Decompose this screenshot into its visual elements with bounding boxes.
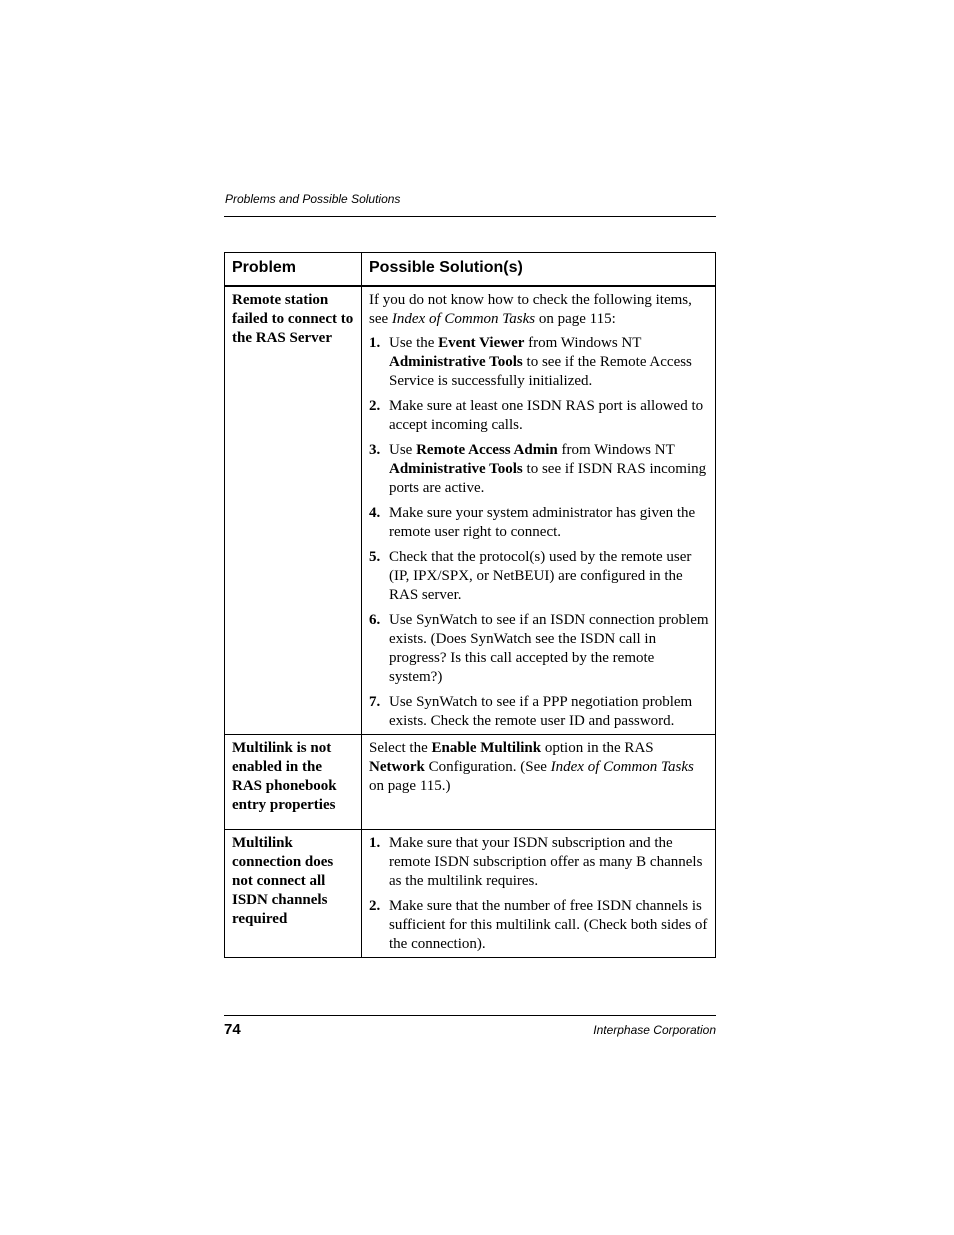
step-number: 5. [369, 549, 381, 565]
problem-cell: Multilink connection does not connect all ISDN channels required [225, 830, 362, 958]
step-number: 4. [369, 505, 381, 521]
footer-company: Interphase Corporation [593, 1023, 716, 1037]
bold-term: Enable Multilink [431, 740, 542, 756]
step-text: Make sure at least one ISDN RAS port is allowed to accept incoming calls. [389, 398, 704, 433]
step-number: 6. [369, 612, 381, 628]
solution-text [369, 739, 709, 796]
bold-term: Event Viewer [438, 335, 525, 351]
table-header-row [225, 253, 716, 287]
footer-rule [224, 1015, 716, 1016]
bold-term: Remote Access Admin [416, 442, 558, 458]
page-number: 74 [224, 1021, 241, 1038]
step-text: Make sure that your ISDN subscription and the remote ISDN subscription offer as many B channels as the multilink requires. [389, 835, 703, 889]
column-header-solutions: Possible Solution(s) [362, 253, 716, 287]
text-run: from Windows NT [557, 442, 675, 458]
text-run: from Windows NT [524, 335, 642, 351]
step-number: 2. [369, 398, 381, 414]
bold-term: Network [369, 759, 425, 775]
bold-term: Administrative Tools [389, 461, 523, 477]
step-text: Make sure that the number of free ISDN channels is sufficient for this multilink call. (Check both sides of the connection). [389, 898, 708, 952]
solution-steps [369, 834, 709, 954]
step-number: 7. [369, 694, 381, 710]
solution-cell [362, 830, 716, 958]
list-item [369, 334, 709, 391]
table-row [225, 286, 716, 735]
list-item [369, 504, 709, 542]
text-run: Use the [389, 335, 439, 351]
bold-term: Administrative Tools [389, 354, 523, 370]
list-item [369, 897, 709, 954]
text-run: on page 115.) [369, 778, 451, 794]
list-item [369, 834, 709, 891]
problem-cell: Multilink is not enabled in the RAS phonebook entry properties [225, 735, 362, 830]
problems-solutions-table [224, 252, 716, 958]
solution-steps [369, 334, 709, 731]
table-row [225, 735, 716, 830]
column-header-problem: Problem [225, 253, 362, 287]
list-item [369, 693, 709, 731]
text-run: to see if ISDN RAS incoming ports are active. [389, 461, 707, 496]
problem-cell: Remote station failed to connect to the RAS Server [225, 286, 362, 735]
step-text: Make sure your system administrator has given the remote user right to connect. [389, 505, 696, 540]
cross-reference: Index of Common Tasks [391, 311, 536, 327]
solution-cell [362, 286, 716, 735]
header-rule [224, 216, 716, 217]
list-item [369, 611, 709, 687]
list-item [369, 548, 709, 605]
text-run: Use [389, 442, 417, 458]
text-run: on page 115: [535, 311, 616, 327]
text-run: to see if the Remote Access Service is successfully initialized. [389, 354, 692, 389]
solution-cell [362, 735, 716, 830]
text-run: Configuration. (See [424, 759, 551, 775]
step-text: Use SynWatch to see if a PPP negotiation problem exists. Check the remote user ID and password. [389, 694, 693, 729]
step-text: Check that the protocol(s) used by the remote user (IP, IPX/SPX, or NetBEUI) are configured in the RAS server. [389, 549, 692, 603]
step-number: 3. [369, 442, 381, 458]
list-item [369, 441, 709, 498]
text-run: If you do not know how to check the following items, see [369, 292, 692, 327]
text-run: Select the [369, 740, 432, 756]
text-run: option in the RAS [541, 740, 654, 756]
running-head-title: Problems and Possible Solutions [225, 192, 401, 206]
step-text: Use SynWatch to see if an ISDN connection problem exists. (Does SynWatch see the ISDN call in progress? Is this call accepted by the remote system?) [389, 612, 709, 685]
table-row [225, 830, 716, 958]
step-number: 1. [369, 835, 381, 851]
step-number: 1. [369, 335, 381, 351]
step-number: 2. [369, 898, 381, 914]
list-item [369, 397, 709, 435]
solution-intro [369, 291, 709, 329]
cross-reference: Index of Common Tasks [550, 759, 694, 775]
